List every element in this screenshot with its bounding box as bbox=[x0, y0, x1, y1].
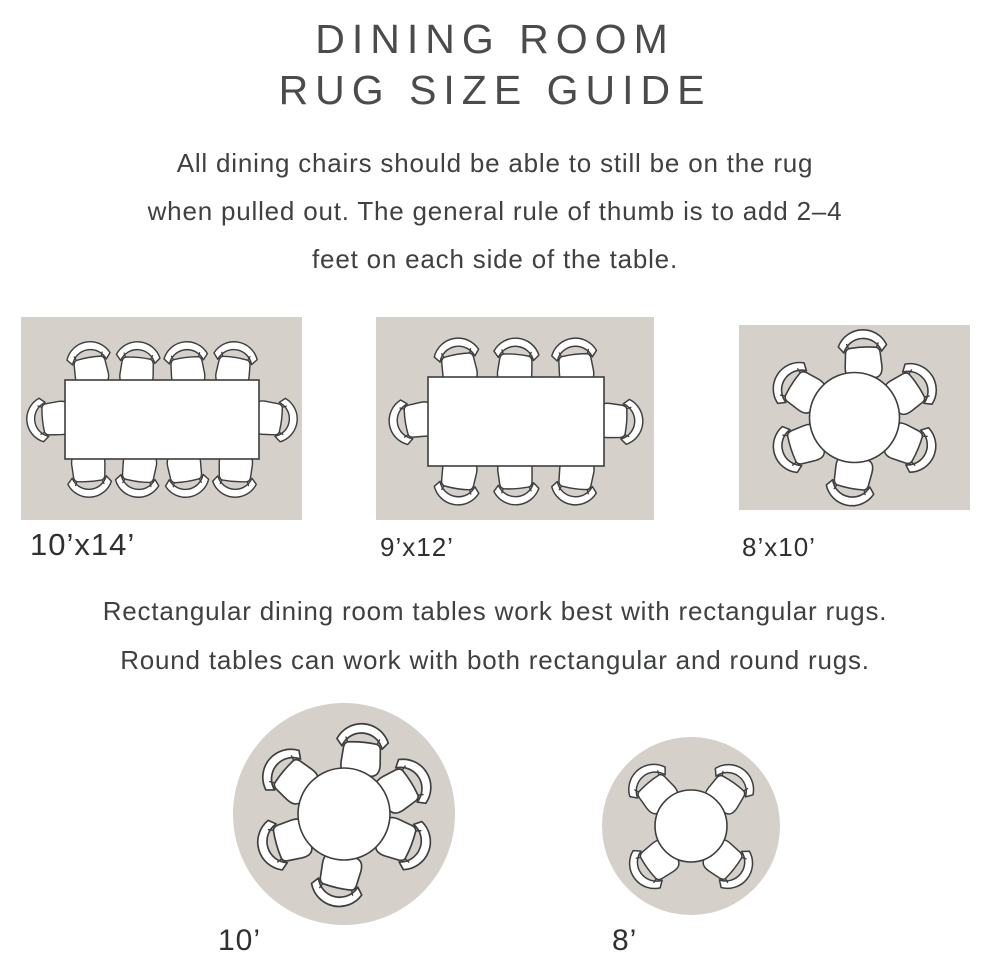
rug-diagram-svg bbox=[602, 737, 780, 915]
rug-diagram-round-8 bbox=[602, 737, 780, 915]
page-title-line-1: DINING ROOM bbox=[315, 16, 675, 62]
intro-note-line-3: feet on each side of the table. bbox=[312, 244, 678, 274]
rug-diagram-svg bbox=[233, 703, 455, 925]
intro-note-line-1: All dining chairs should be able to still be on the rug bbox=[176, 148, 814, 178]
table-shape bbox=[65, 380, 259, 459]
rug-size-label-9x12: 9’x12’ bbox=[380, 532, 454, 562]
table-shape bbox=[298, 768, 390, 860]
table-shape bbox=[810, 373, 900, 463]
rug-size-label-10x14: 10’x14’ bbox=[30, 527, 136, 562]
rug-diagram-svg bbox=[376, 317, 654, 520]
rug-diagram-10x14 bbox=[21, 317, 302, 520]
middle-note-line-2: Round tables can work with both rectangular and round rugs. bbox=[120, 645, 870, 675]
chair-icon bbox=[837, 329, 888, 380]
rug-size-label-8x10: 8’x10’ bbox=[742, 532, 816, 562]
page-title-line-2: RUG SIZE GUIDE bbox=[278, 67, 712, 113]
rug-diagram-svg bbox=[21, 317, 302, 520]
middle-note-line-1: Rectangular dining room tables work best with rectangular rugs. bbox=[102, 596, 888, 626]
rug-size-label-round-10: 10’ bbox=[218, 924, 262, 957]
intro-note-line-2: when pulled out. The general rule of thumb is to add 2–4 bbox=[147, 196, 843, 226]
table-shape bbox=[655, 790, 727, 862]
rug-diagram-round-10 bbox=[233, 703, 455, 925]
rug-diagram-8x10 bbox=[739, 325, 970, 510]
rug-diagram-svg bbox=[739, 325, 970, 510]
table-shape bbox=[428, 377, 604, 466]
rug-diagram-9x12 bbox=[376, 317, 654, 520]
rug-size-label-round-8: 8’ bbox=[612, 924, 638, 957]
